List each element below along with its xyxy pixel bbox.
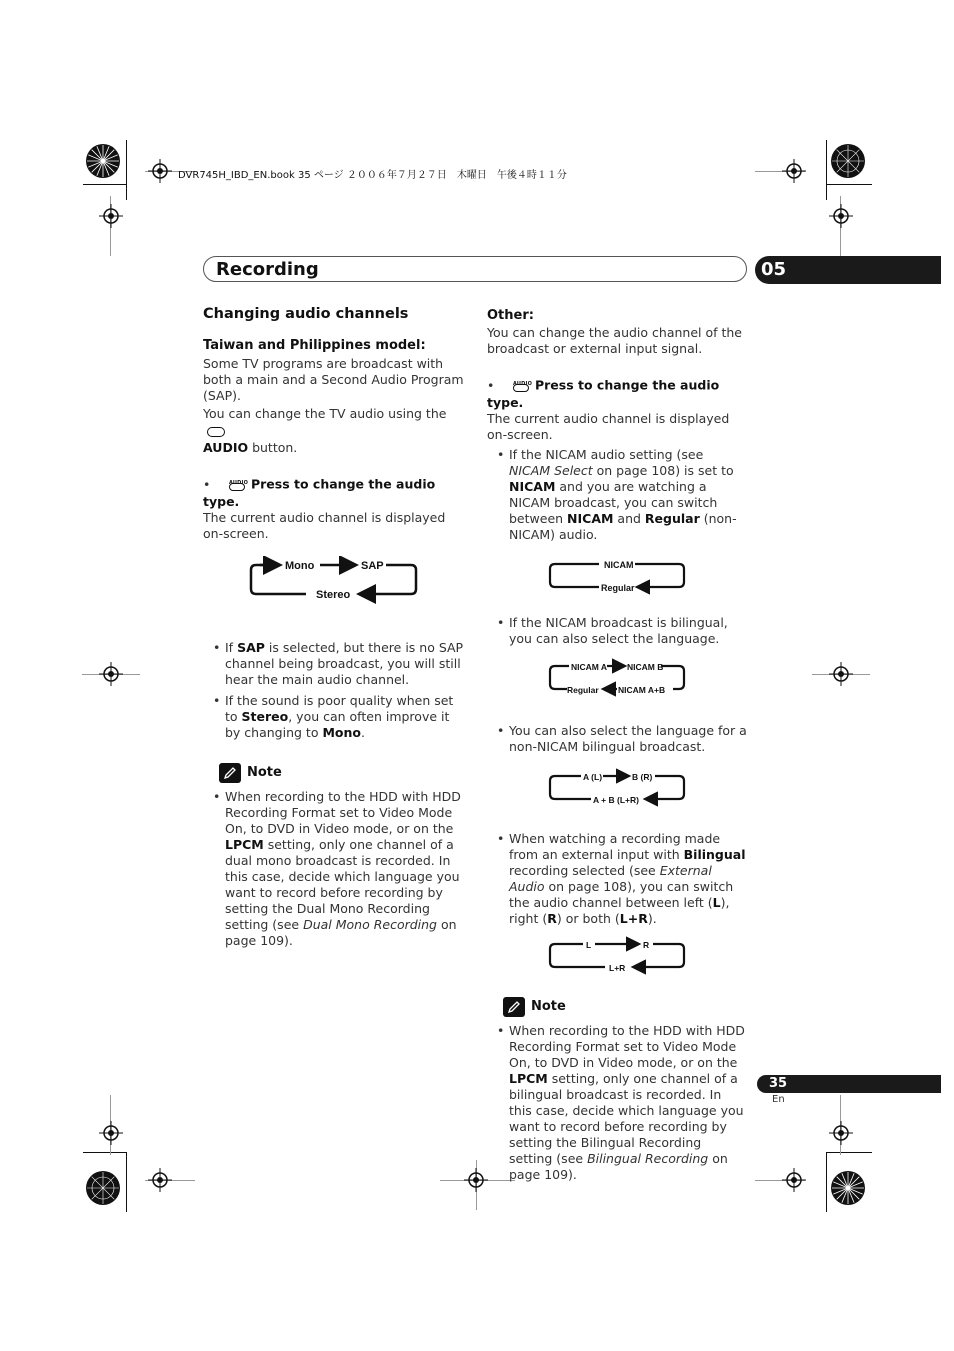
list-item: • If SAP is selected, but there is no SAP channel being broadcast, you will still hear the main audio channel. [203,640,465,688]
diagram-label-nicam-a: NICAM A [571,662,608,672]
registration-mark-icon [148,159,172,183]
diagram-label-r: R [643,940,650,950]
diagram-label-a-l: A (L) [583,772,603,782]
chapter-number-tab [755,256,941,284]
list-item: • You can also select the language for a non-NICAM bilingual broadcast. [487,723,747,755]
step-label: Press to change the audio type. [203,476,436,509]
intro-text: You can change the audio channel of the broadcast or external input signal. [487,325,742,356]
step-description: The current audio channel is displayed on-screen. [203,510,446,541]
diagram-l-r [487,927,747,989]
print-header: DVR745H_IBD_EN.book 35 ページ ２００６年７月２７日 木曜日 午後４時１１分 [178,170,567,181]
pencil-icon [503,997,525,1017]
registration-mark-icon [99,1121,123,1145]
page-number-tab [757,1075,941,1093]
step-press-audio: • AUDIO Press to change the audio type. [203,476,436,509]
list-item: • If the NICAM broadcast is bilingual, you can also select the language. [487,615,747,647]
starburst-top-left [85,143,121,179]
list-item: • If the sound is poor quality when set to Stereo, you can often improve it by changing to Mono. [203,693,465,741]
diagram-label-b-r: B (R) [632,772,653,782]
diagram-label-stereo: Stereo [316,589,351,601]
note-heading: Note [503,997,747,1017]
registration-mark-icon [782,1168,806,1192]
page-number: 35 [769,1076,788,1091]
registration-mark-icon [829,662,853,686]
pencil-icon [219,763,241,783]
note-heading: Note [219,763,465,783]
note-text: • When recording to the HDD with HDD Recording Format set to Video Mode On, to DVD in Video mode, or on the LPCM setting, only one channel of a dual mono broadcast is recorded. In this case, decide which language you want to record before recording by setting the Dual Mono Recording setting (see Dual Mono Recording on page 109). [203,789,465,949]
registration-mark-icon [99,204,123,228]
diagram-label-regular: Regular [601,583,635,593]
audio-button-icon: AUDIO [511,377,531,395]
starburst-bottom-right [830,1170,866,1206]
left-column [203,306,465,949]
diagram-label-nicam-ab: NICAM A+B [618,685,666,695]
chapter-number: 05 [761,259,787,280]
diagram-label-sap: SAP [361,560,384,572]
other-heading: Other: [487,308,534,323]
diagram-label-nicam-b: NICAM B [627,662,664,672]
registration-mark-icon [99,662,123,686]
diagram-label-l: L [586,940,592,950]
audio-button-icon [203,422,227,440]
diagram-label-a-plus-b: A + B (L+R) [593,795,639,805]
right-column [487,308,747,1183]
diagram-mono-sap-stereo [203,542,465,640]
list-item: • If the NICAM audio setting (see NICAM Select on page 108) is set to NICAM and you are watching a NICAM broadcast, you can switch between NICAM and Regular (non-NICAM) audio. [487,447,747,543]
step-description: The current audio channel is displayed on-screen. [487,411,730,442]
note-text: • When recording to the HDD with HDD Recording Format set to Video Mode On, to DVD in Video mode, or on the LPCM setting, only one channel of a bilingual broadcast is recorded. In this case, decide which language you want to record before recording by setting the Bilingual Recording setting (see Bilingual Recording on page 109). [487,1023,747,1183]
intro-text: Some TV programs are broadcast with both a main and a Second Audio Program (SAP). [203,356,464,403]
intro-text-2: You can change the TV audio using the AUDIO button. [203,406,447,455]
step-label: Press to change the audio type. [487,377,720,410]
diagram-label-nicam: NICAM [604,560,634,570]
diagram-ab-bilingual [487,755,747,831]
subheading: Taiwan and Philippines model: [203,338,426,353]
registration-mark-icon [829,1121,853,1145]
registration-mark-icon [148,1168,172,1192]
registration-mark-icon [782,159,806,183]
step-press-audio: • AUDIO Press to change the audio type. [487,377,720,410]
page-language: En [772,1094,785,1105]
diagram-label-l-plus-r: L+R [609,963,626,973]
audio-button-icon: AUDIO [227,476,247,494]
diagram-nicam-regular [487,543,747,615]
list-item: • When watching a recording made from an external input with Bilingual recording selected (see External Audio on page 108), you can switch the audio channel between left (L), right (R) or both (L+R). [487,831,747,927]
registration-mark-icon [464,1168,488,1192]
starburst-bottom-left [85,1170,121,1206]
chapter-title: Recording [216,259,319,280]
registration-mark-icon [829,204,853,228]
diagram-nicam-bilingual [487,647,747,723]
chapter-title-bar [203,256,747,282]
diagram-label-regular: Regular [567,685,599,695]
section-heading: Changing audio channels [203,306,409,322]
starburst-top-right [830,143,866,179]
diagram-label-mono: Mono [285,560,315,572]
